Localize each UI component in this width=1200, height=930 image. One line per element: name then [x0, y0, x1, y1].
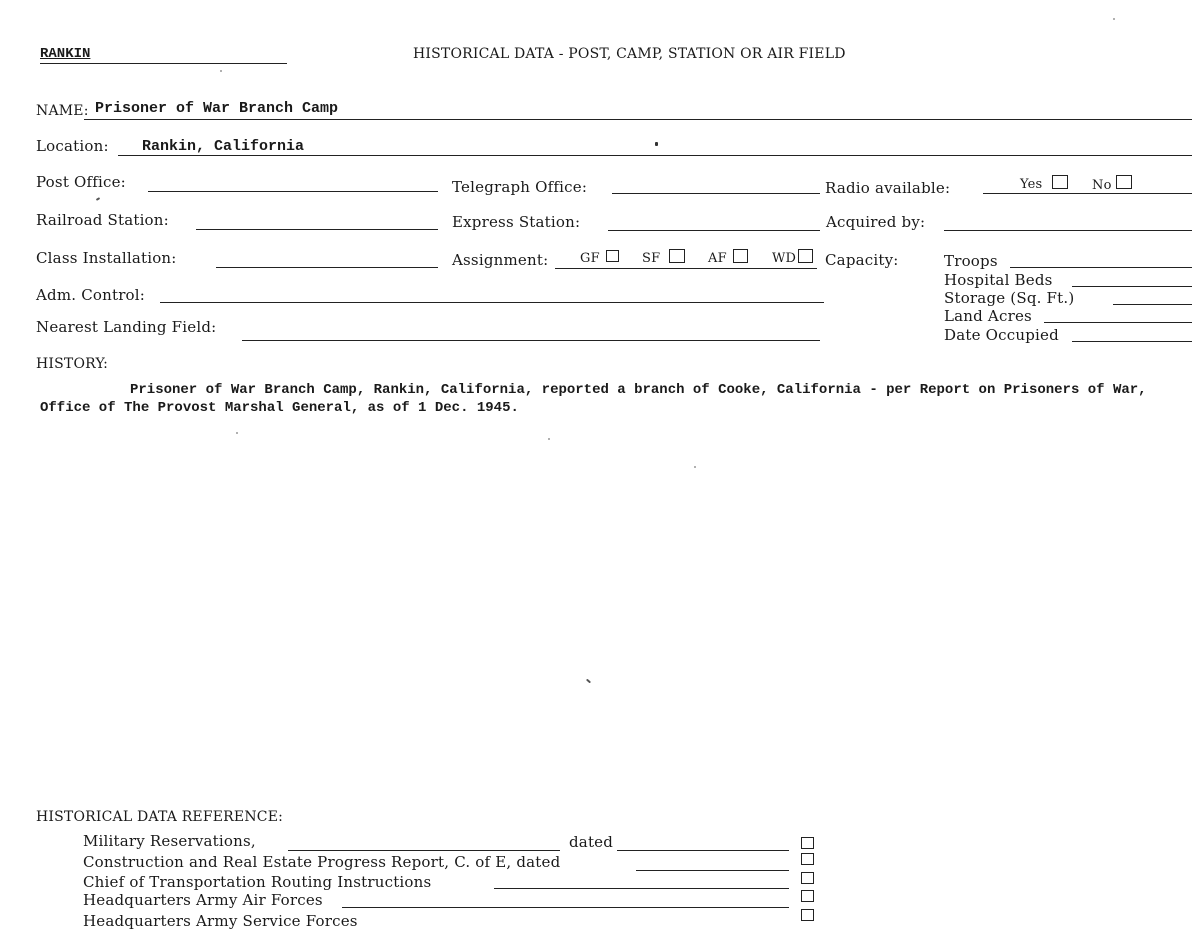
assign-sf-label: SF [642, 251, 661, 266]
railroad-label: Railroad Station: [36, 211, 169, 229]
radio-yes-label: Yes [1020, 177, 1043, 192]
ref-airforces-line[interactable] [342, 907, 789, 908]
radio-no-checkbox[interactable] [1116, 175, 1132, 189]
assign-gf-label: GF [580, 251, 600, 266]
ref-military-checkbox[interactable] [801, 837, 814, 849]
location-label: Location: [36, 137, 109, 155]
assign-af-label: AF [708, 251, 727, 266]
scan-speck [96, 197, 100, 201]
ref-military-line[interactable] [288, 850, 560, 851]
name-label: NAME: [36, 103, 89, 119]
ref-airforces-label: Headquarters Army Air Forces [83, 891, 323, 909]
location-field-line[interactable] [118, 155, 1192, 156]
ref-military-label: Military Reservations, [83, 832, 256, 850]
history-text: Prisoner of War Branch Camp, Rankin, California, reported a branch of Cooke, California - per Report on Prisoners of War, Office of The Provost Marshal General, as of 1 Dec. 1945. [40, 382, 1147, 416]
camp-tag: RANKIN [40, 46, 91, 62]
ref-military-dated: dated [569, 833, 614, 851]
post-office-label: Post Office: [36, 173, 126, 191]
scan-speck [694, 466, 696, 468]
scan-speck [236, 432, 238, 434]
capacity-land-label: Land Acres [944, 307, 1032, 325]
page-title: HISTORICAL DATA - POST, CAMP, STATION OR AIR FIELD [413, 46, 846, 62]
ref-military-dated-line[interactable] [617, 850, 789, 851]
assignment-field-line [555, 268, 817, 269]
capacity-land-line[interactable] [1044, 322, 1192, 323]
capacity-storage-label: Storage (Sq. Ft.) [944, 289, 1075, 307]
history-label: HISTORY: [36, 356, 109, 372]
class-installation-field-line[interactable] [216, 267, 438, 268]
capacity-hospital-line[interactable] [1072, 286, 1192, 287]
ref-construction-line[interactable] [636, 870, 789, 871]
reference-label: HISTORICAL DATA REFERENCE: [36, 809, 284, 825]
name-value: Prisoner of War Branch Camp [95, 100, 339, 117]
assign-gf-checkbox[interactable] [606, 250, 619, 262]
acquired-label: Acquired by: [826, 213, 926, 231]
adm-control-label: Adm. Control: [36, 286, 146, 304]
telegraph-label: Telegraph Office: [452, 178, 588, 196]
ref-construction-checkbox[interactable] [801, 853, 814, 865]
assignment-label: Assignment: [452, 251, 549, 269]
adm-control-field-line[interactable] [160, 302, 824, 303]
express-label: Express Station: [452, 213, 581, 231]
scan-speck [586, 679, 591, 684]
ref-serviceforces-label: Headquarters Army Service Forces [83, 912, 358, 930]
landing-field-label: Nearest Landing Field: [36, 318, 217, 336]
ref-serviceforces-checkbox[interactable] [801, 909, 814, 921]
scan-speck [220, 70, 222, 72]
ref-transport-checkbox[interactable] [801, 872, 814, 884]
assign-wd-checkbox[interactable] [798, 249, 813, 263]
radio-no-label: No [1092, 178, 1112, 193]
assign-sf-checkbox[interactable] [669, 249, 685, 263]
express-field-line[interactable] [608, 230, 820, 231]
telegraph-field-line[interactable] [612, 193, 820, 194]
capacity-troops-line[interactable] [1010, 267, 1192, 268]
post-office-field-line[interactable] [148, 191, 438, 192]
landing-field-line[interactable] [242, 340, 820, 341]
capacity-date-line[interactable] [1072, 341, 1192, 342]
radio-yes-checkbox[interactable] [1052, 175, 1068, 189]
ref-airforces-checkbox[interactable] [801, 890, 814, 902]
radio-field-line [983, 193, 1192, 194]
capacity-date-label: Date Occupied [944, 326, 1059, 344]
assign-wd-label: WD [772, 251, 797, 266]
capacity-hospital-label: Hospital Beds [944, 271, 1053, 289]
camp-tag-underline [40, 63, 287, 64]
ref-transport-line[interactable] [494, 888, 789, 889]
class-installation-label: Class Installation: [36, 249, 177, 267]
scan-speck [655, 142, 658, 146]
capacity-label: Capacity: [825, 251, 899, 269]
ref-construction-label: Construction and Real Estate Progress Report, C. of E, dated [83, 853, 561, 871]
acquired-field-line[interactable] [944, 230, 1192, 231]
name-field-line[interactable] [84, 119, 1192, 120]
assign-af-checkbox[interactable] [733, 249, 748, 263]
scan-speck [548, 438, 550, 440]
location-value: Rankin, California [142, 138, 305, 155]
scan-speck [1113, 18, 1115, 20]
railroad-field-line[interactable] [196, 229, 438, 230]
capacity-troops-label: Troops [944, 252, 998, 270]
ref-transport-label: Chief of Transportation Routing Instructions [83, 873, 432, 891]
radio-label: Radio available: [825, 179, 951, 197]
capacity-storage-line[interactable] [1113, 304, 1192, 305]
